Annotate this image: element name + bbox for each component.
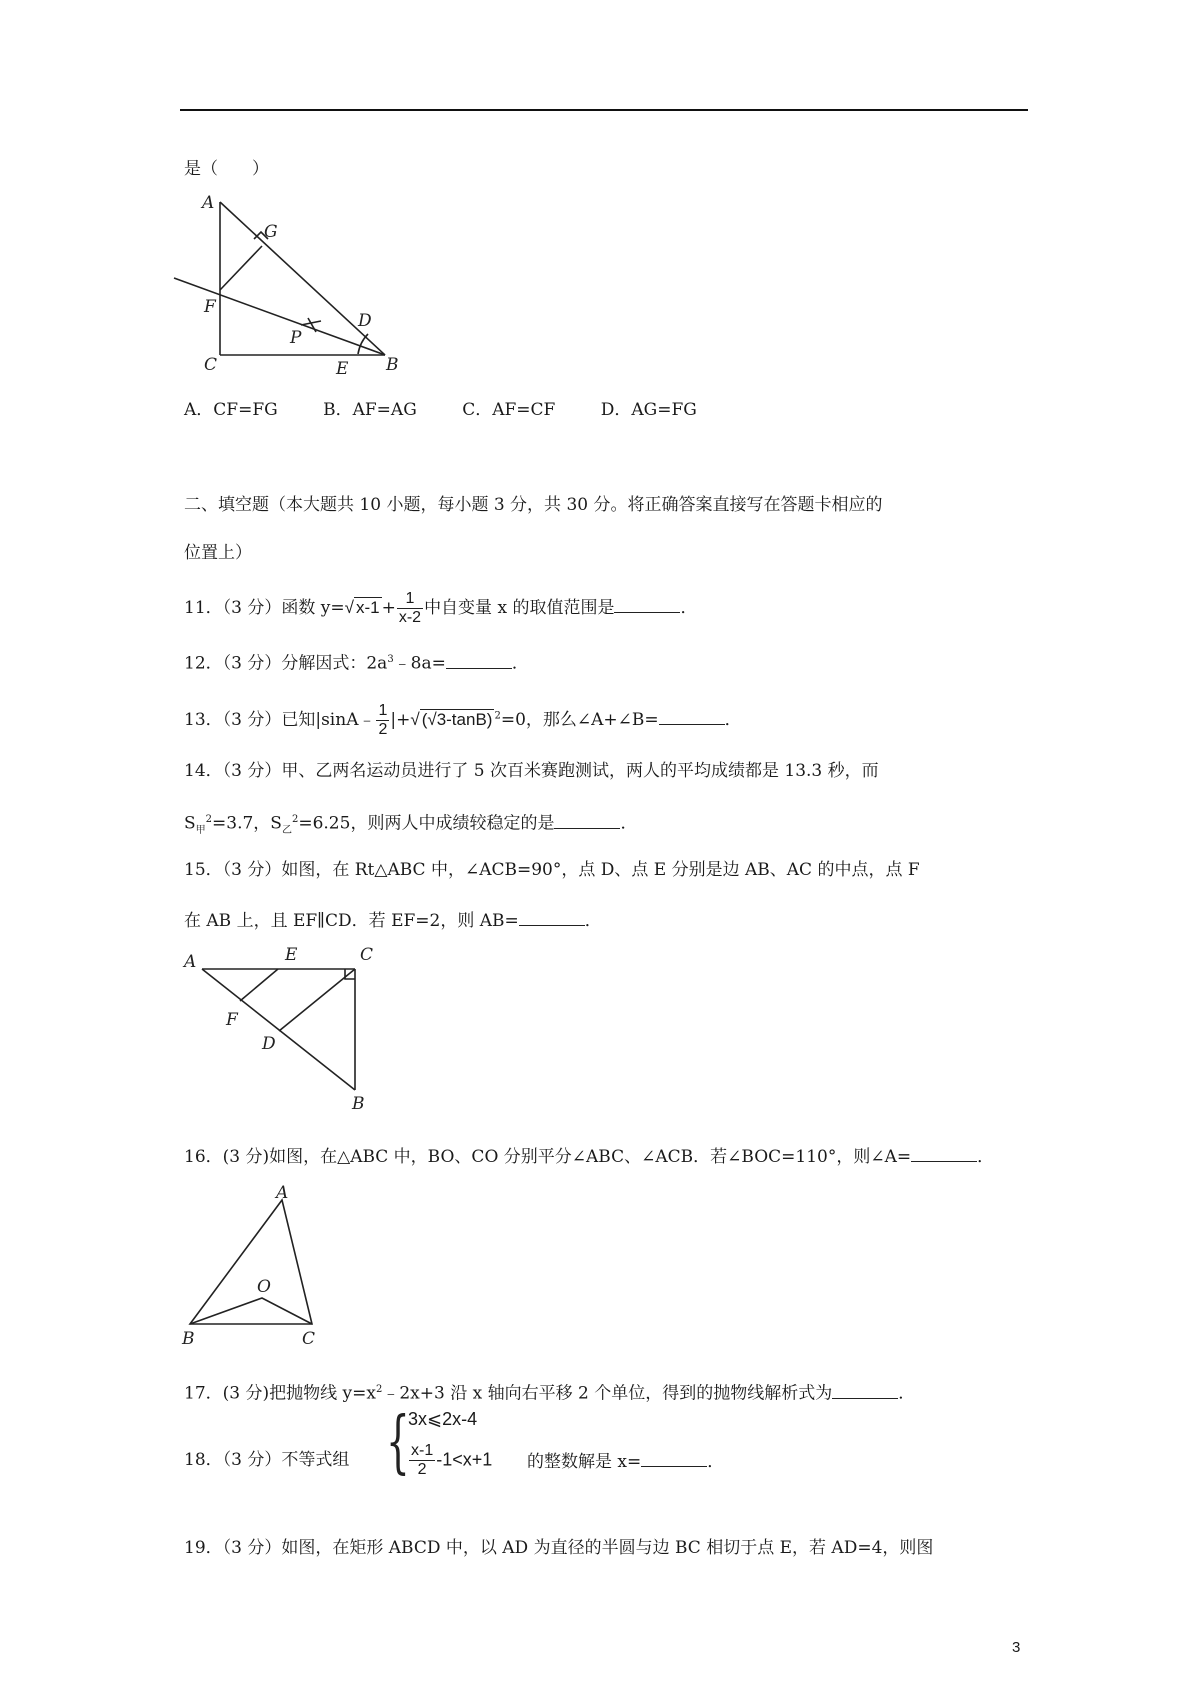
section2-line2: 位置上） — [184, 543, 252, 563]
q13-frac-num: 1 — [378, 702, 388, 719]
q15-figure — [180, 945, 390, 1115]
q15-label-C: C — [360, 945, 374, 965]
q15-label-D: D — [262, 1034, 276, 1054]
q18-answer-blank[interactable] — [641, 1448, 707, 1467]
q14-s1-val: =3.7，S — [212, 813, 282, 834]
q12-answer-blank[interactable] — [446, 650, 512, 669]
q13-sqrt: √ (√3-tanB) — [410, 710, 493, 729]
q18-row2-rest: -1<x+1 — [436, 1449, 493, 1470]
q16-text: 16．(3 分)如图，在△ABC 中，BO、CO 分别平分∠ABC、∠ACB．若∠BOC=110°，则∠A= — [184, 1147, 912, 1167]
q13-answer-blank[interactable] — [659, 706, 725, 725]
q13-frac-den: 2 — [378, 721, 388, 738]
q16-answer-blank[interactable] — [911, 1143, 977, 1162]
q13-suffix: =0，那么∠A+∠B= — [500, 710, 659, 730]
q15-line2-text: 在 AB 上，且 EF∥CD．若 EF=2，则 AB= — [184, 911, 519, 931]
q14-end: ． — [620, 813, 638, 834]
q18-fraction — [409, 1442, 435, 1479]
q12-end: ． — [511, 653, 529, 674]
q16-label-C: C — [302, 1329, 316, 1349]
q12-sup: 3 — [387, 654, 394, 665]
q10-choice-a[interactable]: A．CF=FG — [184, 400, 278, 420]
q17-prefix: 17．(3 分)把抛物线 y=x — [184, 1383, 376, 1404]
q10-tail: 是（ ） — [184, 159, 269, 179]
q18-brace: { — [386, 1403, 410, 1482]
q10-label-G: G — [264, 222, 278, 242]
q18-frac-num: x-1 — [411, 1442, 434, 1459]
q12 — [184, 648, 529, 676]
q10-label-P: P — [290, 328, 302, 348]
q15-label-A: A — [184, 952, 197, 972]
q10-choices — [184, 398, 737, 422]
header-rule — [180, 109, 1028, 111]
q15-label-F: F — [226, 1010, 238, 1030]
q16 — [184, 1143, 994, 1169]
q13-sup: 2 — [494, 710, 501, 722]
q18-end: ． — [707, 1452, 725, 1472]
page-number: 3 — [1012, 1639, 1021, 1656]
q14-line2 — [184, 808, 637, 843]
q10-choice-d[interactable]: D．AG=FG — [600, 400, 697, 420]
q10-label-F: F — [204, 297, 216, 317]
q16-end: ． — [977, 1147, 995, 1167]
q11-plus: + — [381, 598, 396, 618]
q11 — [184, 590, 697, 627]
q16-label-A: A — [276, 1183, 289, 1203]
q10-label-A: A — [202, 193, 215, 213]
q10-label-D: D — [358, 311, 372, 331]
q13-fraction — [376, 702, 389, 739]
q18-prefix: 18．（3 分）不等式组 — [184, 1450, 350, 1470]
q11-answer-blank[interactable] — [614, 594, 680, 613]
q10-choice-c[interactable]: C．AF=CF — [462, 400, 556, 420]
q19: 19．（3 分）如图，在矩形 ABCD 中，以 AD 为直径的半圆与边 BC 相切于点 E，若 AD=4，则图 — [184, 1538, 934, 1558]
q13-end: ． — [724, 710, 742, 730]
q14-s1-sub: 甲 — [195, 825, 206, 837]
q15-answer-blank[interactable] — [519, 907, 585, 926]
q12-rest: ﹣8a= — [393, 653, 446, 674]
q11-suffix: 中自变量 x 的取值范围是 — [424, 598, 615, 618]
q11-prefix: 11．（3 分）函数 y= — [184, 598, 345, 618]
section2-line1: 二、填空题（本大题共 10 小题，每小题 3 分，共 30 分。将正确答案直接写在答题卡相应的 — [184, 495, 883, 515]
q17-answer-blank[interactable] — [832, 1380, 898, 1399]
q18-suffix: 的整数解是 x= — [527, 1452, 642, 1472]
q11-frac-den: x-2 — [398, 609, 422, 626]
q10-label-B: B — [386, 355, 399, 375]
q11-end: ． — [680, 598, 698, 618]
q13-prefix: 13．（3 分）已知|sinA﹣ — [184, 710, 376, 730]
q18-suffix-line — [527, 1448, 724, 1474]
q18-frac-den: 2 — [417, 1461, 427, 1478]
q16-label-O: O — [257, 1277, 271, 1297]
q16-figure — [180, 1178, 350, 1349]
q17-end: ． — [898, 1383, 916, 1404]
q17-rest: ﹣2x+3 沿 x 轴向右平移 2 个单位，得到的抛物线解析式为 — [382, 1383, 833, 1404]
q15-end: ． — [584, 911, 602, 931]
q17 — [184, 1378, 915, 1406]
q14-answer-blank[interactable] — [554, 810, 620, 829]
q11-sqrt: √ x-1 — [344, 598, 380, 617]
q11-frac-num: 1 — [397, 590, 423, 609]
q18-row2 — [408, 1442, 492, 1479]
q15-label-B: B — [352, 1094, 365, 1114]
q14-s1-sup: 2 — [205, 814, 213, 825]
q11-sqrt-inner: x-1 — [355, 598, 380, 617]
q14-s2-val: =6.25，则两人中成绩较稳定的是 — [298, 813, 555, 834]
q13-sqrt-inner: (√3-tanB) — [421, 710, 493, 729]
q10-label-C: C — [204, 355, 218, 375]
q14-s1: S — [184, 813, 196, 834]
q14-s2-sup: 2 — [291, 814, 299, 825]
q10-figure — [180, 192, 410, 382]
q10-label-E: E — [336, 359, 349, 379]
q14-line1: 14．（3 分）甲、乙两名运动员进行了 5 次百米赛跑测试，两人的平均成绩都是 13.3 秒，而 — [184, 761, 879, 781]
q16-label-B: B — [182, 1329, 195, 1349]
q18-row1: 3x⩽2x-4 — [408, 1409, 478, 1429]
q15-label-E: E — [285, 945, 298, 965]
q13 — [184, 702, 742, 739]
q10-choice-b[interactable]: B．AF=AG — [323, 400, 417, 420]
q13-mid: |+ — [390, 710, 411, 730]
q12-text: 12．（3 分）分解因式：2a — [184, 653, 388, 674]
q15-line1: 15．（3 分）如图，在 Rt△ABC 中，∠ACB=90°，点 D、点 E 分别是边 AB、AC 的中点，点 F — [184, 860, 920, 880]
q15-line2 — [184, 907, 602, 933]
q17-sup: 2 — [375, 1384, 383, 1395]
q14-s2-sub: 乙 — [281, 825, 292, 837]
q11-fraction — [397, 590, 423, 627]
